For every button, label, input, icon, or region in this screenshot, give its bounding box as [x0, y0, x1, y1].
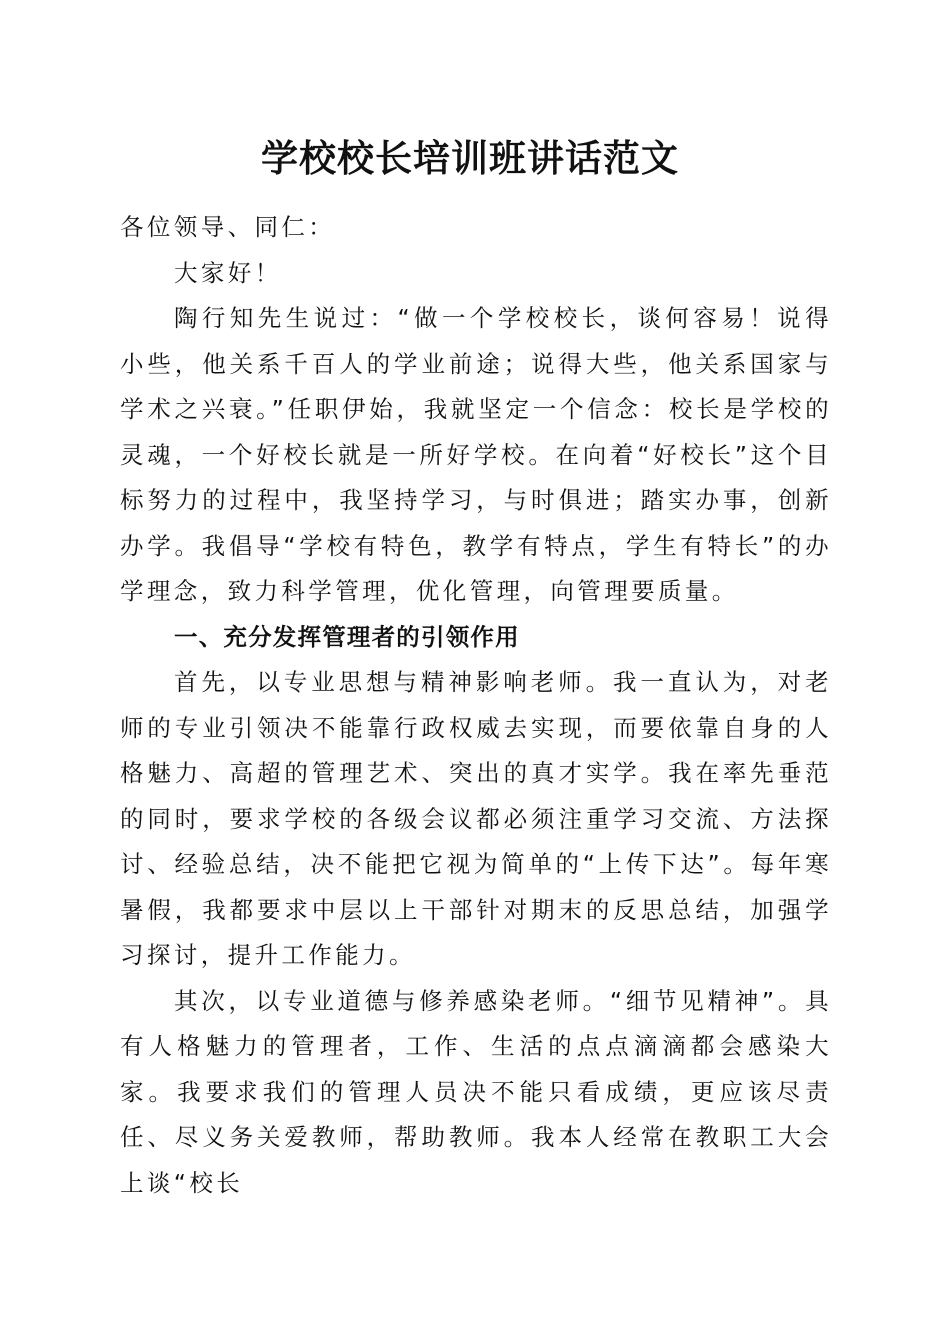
section-heading-1: 一、充分发挥管理者的引领作用 [174, 622, 520, 651]
paragraph-second: 其次，以专业道德与修养感染老师。“细节见精神”。具有人格魅力的管理者，工作、生活的点点滴滴都会感染大家。我要求我们的管理人员决不能只看成绩，更应该尽责任、尽义务关爱教师，帮助教师。我本人经常在教职工大会上谈“校长 [120, 986, 832, 1197]
paragraph-intro: 陶行知先生说过：“做一个学校校长，谈何容易！说得小些，他关系千百人的学业前途；说得大些，他关系国家与学术之兴衰。”任职伊始，我就坚定一个信念：校长是学校的灵魂，一个好校长就是一所好学校。在向着“好校长”这个目标努力的过程中，我坚持学习，与时俱进；踏实办事，创新办学。我倡导“学校有特色，教学有特点，学生有特长”的办学理念，致力科学管理，优化管理，向管理要质量。 [120, 304, 832, 605]
document-title: 学校校长培训班讲话范文 [261, 136, 679, 180]
greeting: 大家好！ [174, 258, 282, 287]
paragraph-first: 首先，以专业思想与精神影响老师。我一直认为，对老师的专业引领决不能靠行政权威去实现，而要依靠自身的人格魅力、高超的管理艺术、突出的真才实学。我在率先垂范的同时，要求学校的各级会议都必须注重学习交流、方法探讨、经验总结，决不能把它视为简单的“上传下达”。每年寒暑假，我都要求中层以上干部针对期末的反思总结，加强学习探讨，提升工作能力。 [120, 668, 832, 969]
salutation: 各位领导、同仁： [120, 213, 336, 241]
document-body [120, 205, 832, 1206]
